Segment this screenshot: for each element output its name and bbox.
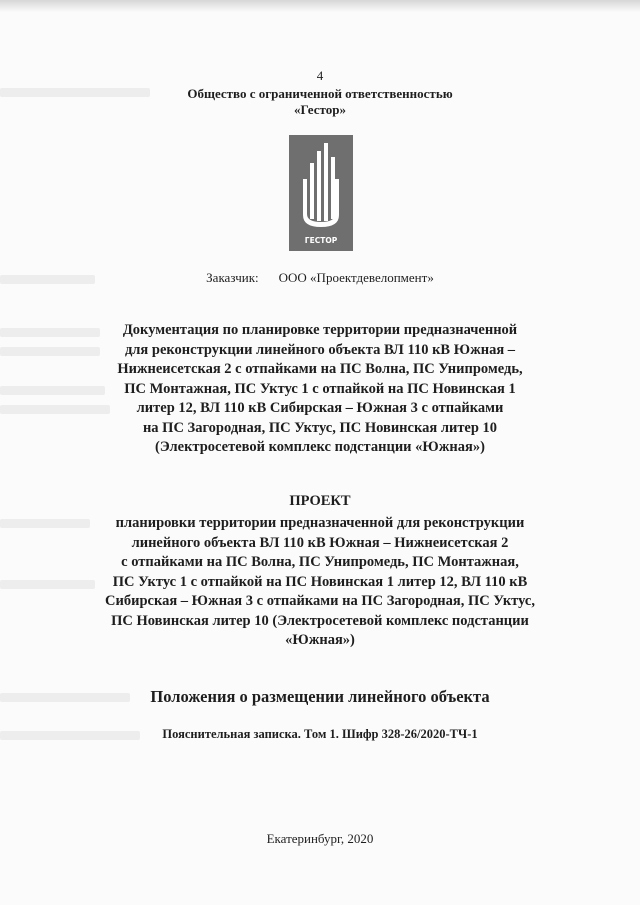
gestor-logo (289, 135, 353, 251)
project-line: с отпайками на ПС Волна, ПС Унипромедь, ПС Монтажная, (121, 554, 519, 570)
page-number: 4 (316, 68, 324, 83)
organization-name (0, 86, 640, 118)
scan-top-shadow (0, 0, 640, 12)
document-title-line: литер 12, ВЛ 110 кВ Сибирская – Южная 3 с отпайками (136, 400, 504, 416)
document-title (0, 321, 640, 458)
project-line: ПС Новинская литер 10 (Электросетевой комплекс подстанции (111, 612, 529, 629)
logo-stripe (310, 163, 314, 219)
document-title-line: Документация по планировке территории предназначенной (122, 322, 518, 338)
logo-stripe (324, 143, 328, 221)
customer-name: ООО «Проектдевелопмент» (278, 270, 434, 285)
city-year: Екатеринбург, 2020 (266, 831, 374, 846)
document-title-line: (Электросетевой комплекс подстанции «Южная») (155, 439, 485, 455)
document-title-line: для реконструкции линейного объекта ВЛ 110 кВ Южная – (124, 341, 516, 358)
organization-line: Общество с ограниченной ответственностью (187, 86, 453, 101)
logo-stripe (331, 157, 335, 219)
project-line: ПС Уктус 1 с отпайкой на ПС Новинская 1 литер 12, ВЛ 110 кВ (112, 573, 528, 590)
project-line: Сибирская – Южная 3 с отпайками на ПС Загородная, ПС Уктус, (105, 593, 535, 609)
project-line: линейного объекта ВЛ 110 кВ Южная – Нижнеисетская 2 (131, 534, 509, 551)
organization-line: «Гестор» (294, 102, 346, 117)
customer-label: Заказчик: (206, 270, 259, 285)
document-title-line: ПС Монтажная, ПС Уктус 1 с отпайкой на ПС Новинская 1 (124, 380, 516, 397)
customer-line (0, 270, 640, 286)
logo-stripe (317, 151, 321, 221)
project-line: «Южная») (285, 632, 355, 648)
project-line: планировки территории предназначенной для реконструкции (115, 515, 525, 531)
section-title: Положения о размещении линейного объекта (150, 687, 490, 706)
logo-caption: ГЕСТОР (304, 236, 338, 245)
document-title-line: Нижнеисетская 2 с отпайками на ПС Волна, ПС Унипромедь, (117, 361, 523, 377)
project-heading: ПРОЕКТ (289, 493, 351, 509)
project-description (0, 514, 640, 651)
document-title-line: на ПС Загородная, ПС Уктус, ПС Новинская литер 10 (142, 419, 498, 436)
explanatory-note: Пояснительная записка. Том 1. Шифр 328-26/2020-ТЧ-1 (162, 727, 478, 741)
